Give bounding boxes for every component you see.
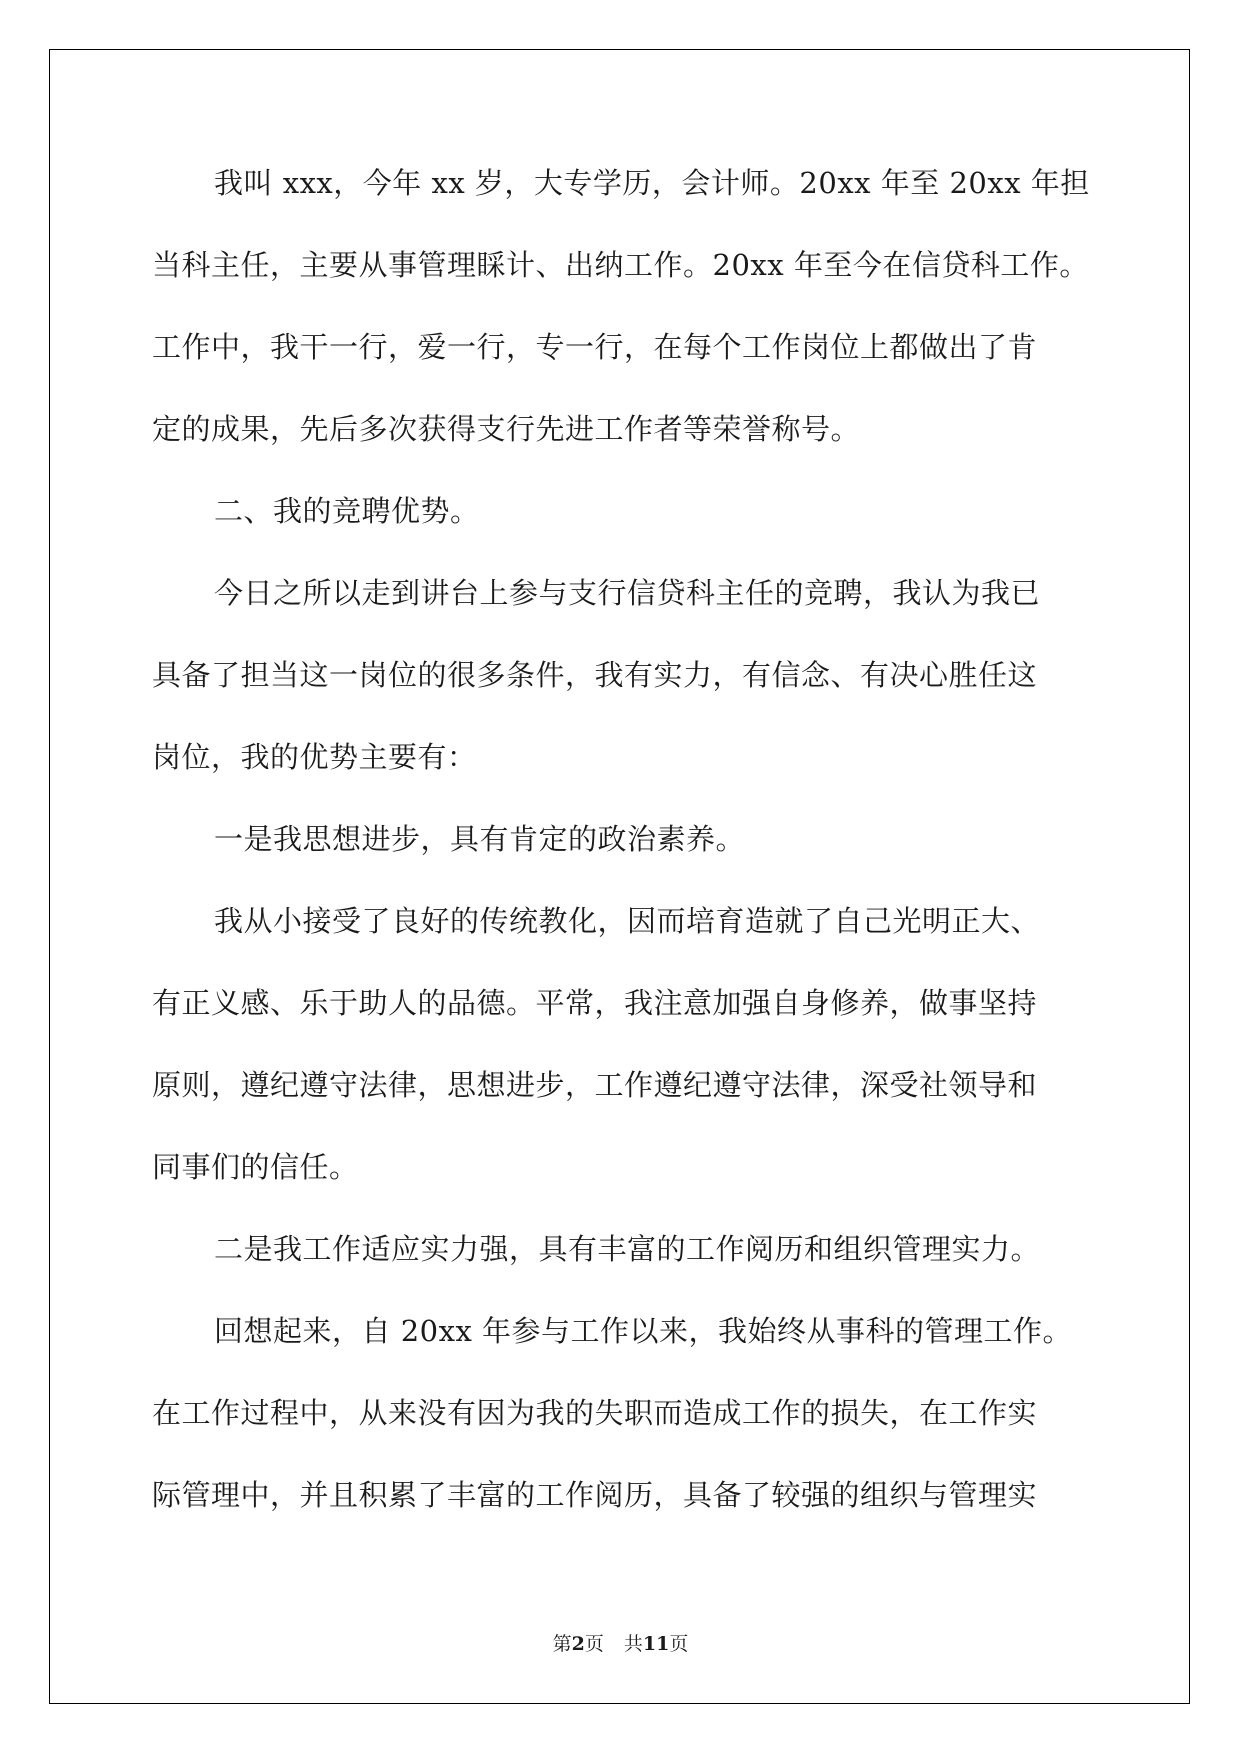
text-line-10: 我从小接受了良好的传统教化，因而培育造就了自己光明正大、 bbox=[214, 904, 1041, 938]
page-number: 2 bbox=[571, 1633, 585, 1655]
text-line-5: 二、我的竞聘优势。 bbox=[214, 494, 480, 528]
text-line-11: 有正义感、乐于助人的品德。平常，我注意加强自身修养，做事坚持 bbox=[152, 986, 1038, 1020]
page-footer bbox=[0, 1629, 1241, 1656]
text-line-7: 具备了担当这一岗位的很多条件，我有实力，有信念、有决心胜任这 bbox=[152, 658, 1038, 692]
text-line-9: 一是我思想进步，具有肯定的政治素养。 bbox=[214, 822, 746, 856]
page-suffix: 页 bbox=[584, 1633, 604, 1655]
text-line-1: 我叫 xxx，今年 xx 岁，大专学历，会计师。20xx 年至 20xx 年担 bbox=[214, 166, 1090, 200]
text-line-14: 二是我工作适应实力强，具有丰富的工作阅历和组织管理实力。 bbox=[214, 1232, 1041, 1266]
total-pages: 11 bbox=[642, 1633, 670, 1655]
text-line-2: 当科主任，主要从事管理睬计、出纳工作。20xx 年至今在信贷科工作。 bbox=[152, 248, 1089, 282]
text-line-17: 际管理中，并且积累了丰富的工作阅历，具备了较强的组织与管理实 bbox=[152, 1478, 1038, 1512]
text-line-6: 今日之所以走到讲台上参与支行信贷科主任的竞聘，我认为我已 bbox=[214, 576, 1041, 610]
page-prefix: 第 bbox=[552, 1633, 572, 1655]
text-line-13: 同事们的信任。 bbox=[152, 1150, 359, 1184]
text-line-12: 原则，遵纪遵守法律，思想进步，工作遵纪遵守法律，深受社领导和 bbox=[152, 1068, 1038, 1102]
text-line-15: 回想起来，自 20xx 年参与工作以来，我始终从事科的管理工作。 bbox=[214, 1314, 1073, 1348]
document-body bbox=[152, 165, 1092, 1559]
total-suffix: 页 bbox=[669, 1633, 689, 1655]
total-prefix: 共 bbox=[623, 1633, 643, 1655]
text-line-3: 工作中，我干一行，爱一行，专一行，在每个工作岗位上都做出了肯 bbox=[152, 330, 1038, 364]
text-line-8: 岗位，我的优势主要有： bbox=[152, 740, 477, 774]
text-line-4: 定的成果，先后多次获得支行先进工作者等荣誉称号。 bbox=[152, 412, 861, 446]
text-line-16: 在工作过程中，从来没有因为我的失职而造成工作的损失，在工作实 bbox=[152, 1396, 1038, 1430]
